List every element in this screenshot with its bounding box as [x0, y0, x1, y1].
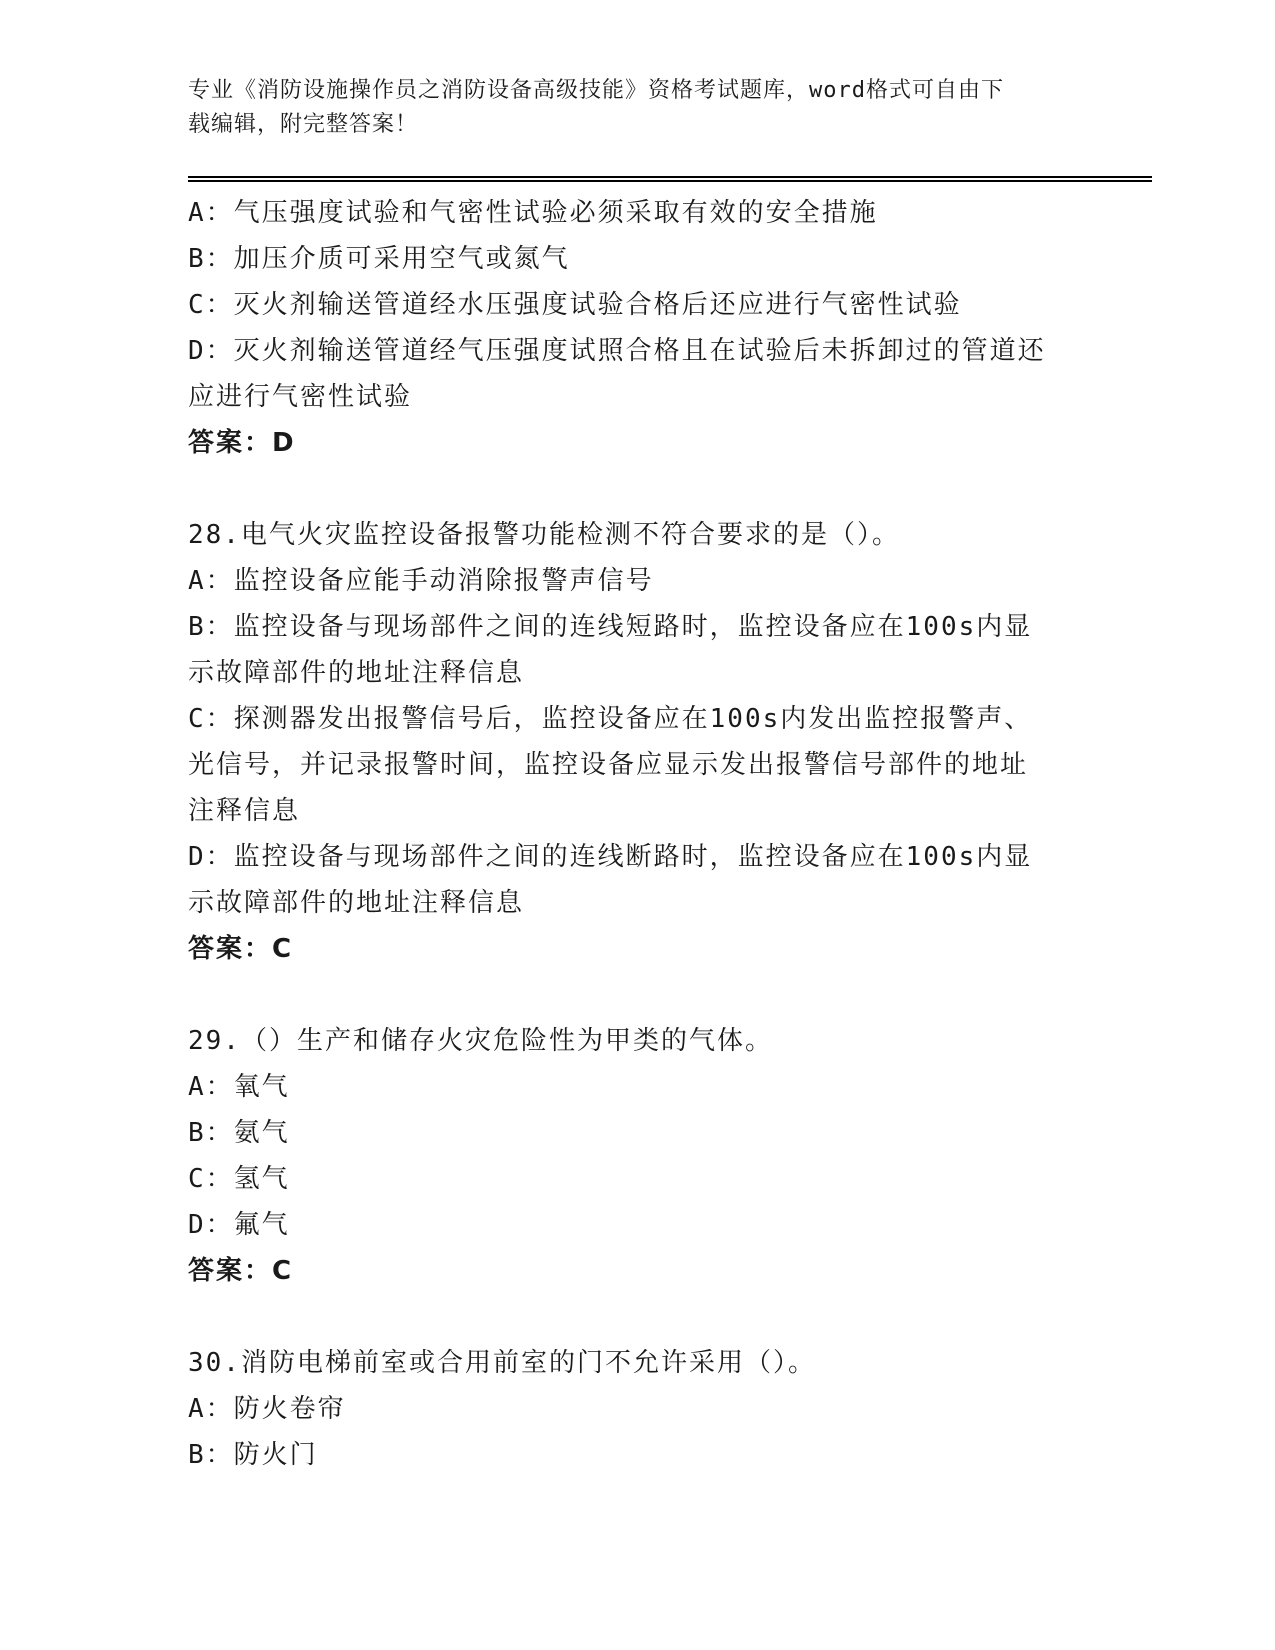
option-d-line-2: 应进行气密性试验 — [188, 382, 413, 412]
option-b-line-2: 示故障部件的地址注释信息 — [188, 658, 525, 688]
question-28 — [188, 512, 1068, 972]
question-30 — [188, 1340, 1068, 1478]
option-d-line-1: D：监控设备与现场部件之间的连线断路时，监控设备应在100s内显 — [188, 842, 1033, 872]
option-b: B：防火门 — [188, 1440, 318, 1470]
option-b: B：氨气 — [188, 1118, 290, 1148]
option-a: A：氧气 — [188, 1072, 290, 1102]
document-header — [188, 74, 1068, 142]
header-line-2: 载编辑，附完整答案！ — [188, 112, 419, 137]
option-d-line-2: 示故障部件的地址注释信息 — [188, 888, 525, 918]
question-text: 29.（）生产和储存火灾危险性为甲类的气体。 — [188, 1026, 773, 1056]
option-d: D：氟气 — [188, 1210, 290, 1240]
question-text: 30.消防电梯前室或合用前室的门不允许采用（）。 — [188, 1348, 816, 1378]
header-divider — [188, 176, 1152, 183]
option-b: B：加压介质可采用空气或氮气 — [188, 244, 570, 274]
question-text: 28.电气火灾监控设备报警功能检测不符合要求的是（）。 — [188, 520, 900, 550]
header-line-1: 专业《消防设施操作员之消防设备高级技能》资格考试题库，word格式可自由下 — [188, 78, 1004, 103]
option-c-line-2: 光信号，并记录报警时间，监控设备应显示发出报警信号部件的地址 — [188, 750, 1029, 780]
option-a: A：气压强度试验和气密性试验必须采取有效的安全措施 — [188, 198, 878, 228]
answer: 答案：D — [188, 428, 296, 458]
answer: 答案：C — [188, 934, 294, 964]
option-d-line-1: D：灭火剂输送管道经气压强度试照合格且在试验后未拆卸过的管道还 — [188, 336, 1046, 366]
question-29 — [188, 1018, 1068, 1294]
option-b-line-1: B：监控设备与现场部件之间的连线短路时，监控设备应在100s内显 — [188, 612, 1033, 642]
option-a: A：防火卷帘 — [188, 1394, 346, 1424]
option-c: C：灭火剂输送管道经水压强度试验合格后还应进行气密性试验 — [188, 290, 962, 320]
option-c-line-3: 注释信息 — [188, 796, 301, 826]
question-27 — [188, 190, 1068, 466]
answer: 答案：C — [188, 1256, 294, 1286]
question-list — [188, 190, 1068, 1478]
option-a: A：监控设备应能手动消除报警声信号 — [188, 566, 654, 596]
option-c-line-1: C：探测器发出报警信号后，监控设备应在100s内发出监控报警声、 — [188, 704, 1033, 734]
option-c: C：氢气 — [188, 1164, 290, 1194]
